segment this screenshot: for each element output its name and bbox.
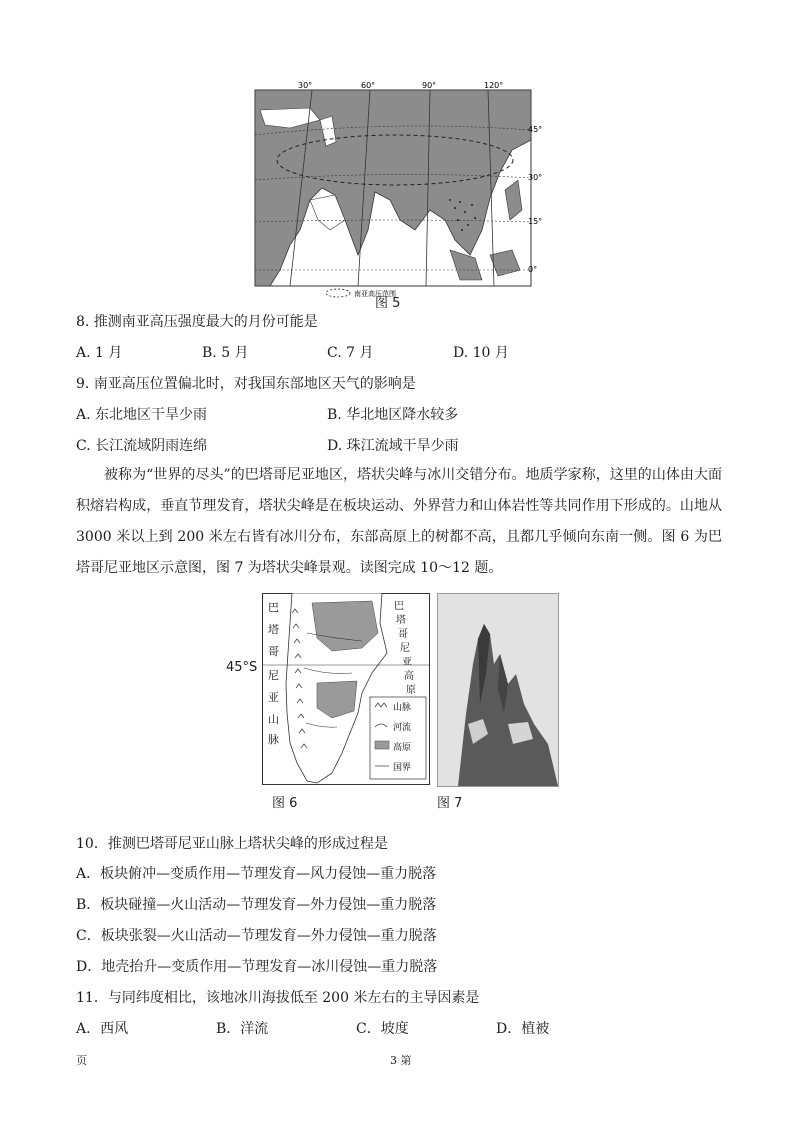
q11-stem: 11．与同纬度相比，该地冰川海拔低至 200 米左右的主导因素是 xyxy=(76,990,480,1006)
legend-plateau: 高原 xyxy=(393,743,412,753)
plateau-label-6: 原 xyxy=(406,685,416,696)
legend-border: 国界 xyxy=(393,763,412,773)
lat-label-30: 30° xyxy=(528,173,542,182)
q8-option-a: A. 1 月 xyxy=(76,345,123,361)
q10-stem: 10．推测巴塔哥尼亚山脉上塔状尖峰的形成过程是 xyxy=(76,836,388,852)
mountain-label-5: 山 xyxy=(268,713,279,726)
plateau-label-0: 巴 xyxy=(394,601,404,612)
plateau-label-4: 亚 xyxy=(402,657,412,668)
passage-patagonia: 被称为“世界的尽头”的巴塔哥尼亚地区，塔状尖峰与冰川交错分布。地质学家称，这里的山体由大面积熔岩构成，垂直节理发育，塔状尖峰是在板块运动、外界营力和山体岩性等共同作用下形成的。山地从 3000 米以上到 200 米左右皆有冰川分布，东部高原上的树都不高，且都几乎倾向东南一侧。图 6 为巴塔哥尼亚地区示意图，图 7 为塔状尖峰景观。读图完成 10～12 题。 xyxy=(76,467,722,576)
mountain-label-6: 脉 xyxy=(268,733,279,746)
lat-label-15: 15° xyxy=(528,217,542,226)
figure6-caption: 图 6 xyxy=(272,796,298,811)
mountain-label-2: 哥 xyxy=(268,645,279,658)
q10-option-d: D．地壳抬升—变质作用—节理发育—冰川侵蚀—重力脱落 xyxy=(76,959,438,975)
lon-label-120: 120° xyxy=(484,81,504,90)
q9-option-d: D. 珠江流域干旱少雨 xyxy=(327,438,459,454)
q8-stem: 8. 推测南亚高压强度最大的月份可能是 xyxy=(76,314,318,330)
footer-left: 页 xyxy=(76,1054,87,1067)
q9-option-c: C. 长江流域阴雨连绵 xyxy=(76,438,208,454)
q11-option-b: B．洋流 xyxy=(216,1021,269,1037)
figure7-caption: 图 7 xyxy=(437,796,463,811)
lon-label-90: 90° xyxy=(422,81,437,90)
q11-option-a: A．西风 xyxy=(76,1021,129,1037)
q9-option-a: A. 东北地区干旱少雨 xyxy=(76,407,208,423)
legend-mountain: 山脉 xyxy=(393,703,412,713)
lat-label-0: 0° xyxy=(528,265,538,274)
q11-option-c: C．坡度 xyxy=(356,1021,409,1037)
q10-option-b: B．板块碰撞—火山活动—节理发育—外力侵蚀—重力脱落 xyxy=(76,897,437,913)
q9-stem: 9. 南亚高压位置偏北时，对我国东部地区天气的影响是 xyxy=(76,376,416,392)
q11-option-d: D．植被 xyxy=(496,1021,550,1037)
legend-river: 河流 xyxy=(393,723,412,733)
figure6-map xyxy=(262,593,430,785)
q10-option-a: A．板块俯冲—变质作用—节理发育—风力侵蚀—重力脱落 xyxy=(76,866,437,882)
figure5-legend-text: 南亚高压范围 xyxy=(354,290,396,298)
q9-option-b: B. 华北地区降水较多 xyxy=(327,407,459,423)
plateau-label-5: 高 xyxy=(404,671,414,682)
mountain-label-4: 亚 xyxy=(268,691,279,704)
lat-label-45: 45° xyxy=(528,125,542,134)
q8-option-d: D. 10 月 xyxy=(453,345,509,361)
plateau-label-2: 哥 xyxy=(398,629,408,640)
mountain-label-3: 尼 xyxy=(268,669,279,682)
plateau-label-3: 尼 xyxy=(400,643,410,654)
q10-option-c: C．板块张裂—火山活动—节理发育—外力侵蚀—重力脱落 xyxy=(76,928,437,944)
q8-option-c: C. 7 月 xyxy=(327,345,374,361)
figure5-caption: 图 5 xyxy=(375,296,401,311)
mountain-label-0: 巴 xyxy=(268,601,279,614)
q8-option-b: B. 5 月 xyxy=(202,345,249,361)
lon-label-30: 30° xyxy=(298,81,313,90)
tower-peak-image xyxy=(438,594,558,786)
figure6-lat-label: 45°S xyxy=(226,660,258,675)
lon-label-60: 60° xyxy=(361,81,376,90)
mountain-label-1: 塔 xyxy=(268,623,279,636)
figure5-map xyxy=(250,80,542,300)
figure7-photo xyxy=(437,593,559,787)
footer-page-number: 3 第 xyxy=(390,1054,412,1067)
plateau-label-1: 塔 xyxy=(396,615,406,626)
